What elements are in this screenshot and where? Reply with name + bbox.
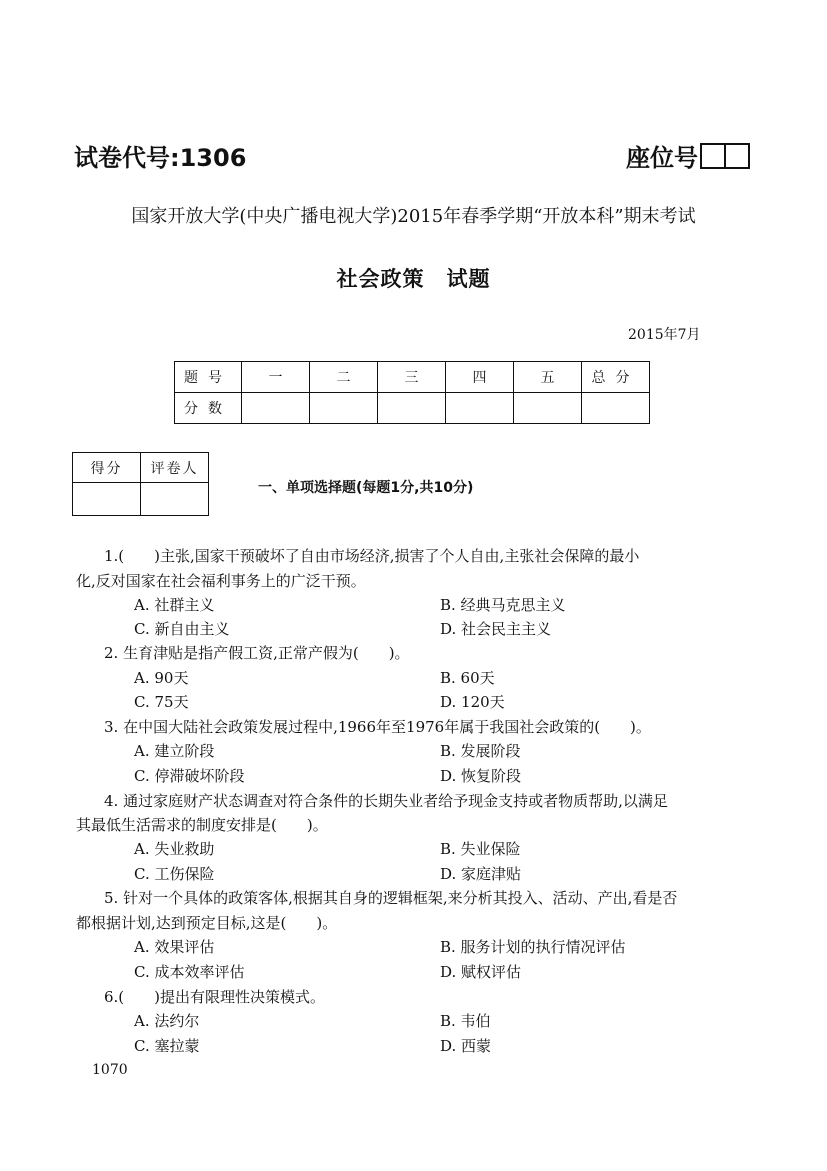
score-table (174, 361, 650, 424)
question-6-text: 6.( )提出有限理性决策模式。 (104, 988, 326, 1006)
section-heading: 一、单项选择题(每题1分,共10分) (258, 480, 474, 496)
grader-table-blank-row (73, 483, 209, 516)
question-1-option-c: C. 新自由主义 (134, 620, 230, 638)
score-table-cell: 二 (310, 362, 378, 393)
grader-blank-cell (73, 483, 141, 516)
question-6-option-d: D. 西蒙 (440, 1037, 492, 1055)
score-blank-cell (446, 393, 514, 424)
question-6-option-a: A. 法约尔 (134, 1012, 200, 1030)
paper-code: 试卷代号:1306 (74, 144, 247, 172)
question-1-option-b: B. 经典马克思主义 (440, 596, 566, 614)
score-table-cell: 三 (378, 362, 446, 393)
grader-table-cell: 得分 (73, 453, 141, 483)
question-4-option-d: D. 家庭津贴 (440, 865, 522, 883)
question-1-text: 1.( )主张,国家干预破坏了自由市场经济,损害了个人自由,主张社会保障的最小 (104, 547, 640, 565)
question-2-option-b: B. 60天 (440, 669, 495, 687)
grader-blank-cell (141, 483, 209, 516)
grader-table-header-row (73, 453, 209, 483)
score-table-cell: 分数 (175, 393, 242, 424)
question-5-option-c: C. 成本效率评估 (134, 963, 245, 981)
question-5-text: 5. 针对一个具体的政策客体,根据其自身的逻辑框架,来分析其投入、活动、产出,看是否 (104, 889, 678, 907)
question-3-option-c: C. 停滞破坏阶段 (134, 767, 245, 785)
question-5-text-cont: 都根据计划,达到预定目标,这是( )。 (76, 914, 338, 932)
question-2-text: 2. 生育津贴是指产假工资,正常产假为( )。 (104, 644, 410, 662)
score-table-cell: 总分 (582, 362, 650, 393)
seat-label: 座位号 (626, 144, 698, 172)
grader-table (72, 452, 209, 516)
score-table-cell: 五 (514, 362, 582, 393)
exam-date: 2015年7月 (628, 327, 701, 343)
question-2-option-c: C. 75天 (134, 693, 189, 711)
question-4-option-a: A. 失业救助 (134, 840, 215, 858)
score-blank-cell (378, 393, 446, 424)
question-1-option-a: A. 社群主义 (134, 596, 215, 614)
question-4-option-c: C. 工伤保险 (134, 865, 215, 883)
page-number: 1070 (92, 1062, 128, 1078)
question-3-option-b: B. 发展阶段 (440, 742, 521, 760)
question-4-text-cont: 其最低生活需求的制度安排是( )。 (76, 816, 328, 834)
question-2-option-a: A. 90天 (134, 669, 189, 687)
question-3-text: 3. 在中国大陆社会政策发展过程中,1966年至1976年属于我国社会政策的( )。 (104, 718, 651, 736)
seat-number-boxes (700, 143, 750, 169)
subject-title: 社会政策 试题 (336, 267, 491, 291)
score-table-cell: 四 (446, 362, 514, 393)
score-blank-cell (242, 393, 310, 424)
score-blank-cell (514, 393, 582, 424)
exam-title: 国家开放大学(中央广播电视大学)2015年春季学期“开放本科”期末考试 (131, 206, 696, 227)
question-4-option-b: B. 失业保险 (440, 840, 521, 858)
score-table-score-row (175, 393, 650, 424)
question-1-option-d: D. 社会民主主义 (440, 620, 552, 638)
question-3-option-a: A. 建立阶段 (134, 742, 215, 760)
question-5-option-b: B. 服务计划的执行情况评估 (440, 938, 626, 956)
score-blank-cell (310, 393, 378, 424)
seat-number (626, 138, 750, 173)
score-table-cell: 题号 (175, 362, 242, 393)
score-table-cell: 一 (242, 362, 310, 393)
question-2-option-d: D. 120天 (440, 693, 505, 711)
question-6-option-c: C. 塞拉蒙 (134, 1037, 200, 1055)
score-blank-cell (582, 393, 650, 424)
question-6-option-b: B. 韦伯 (440, 1012, 491, 1030)
score-table-header-row (175, 362, 650, 393)
question-4-text: 4. 通过家庭财产状态调查对符合条件的长期失业者给予现金支持或者物质帮助,以满足 (104, 792, 668, 810)
question-1-text-cont: 化,反对国家在社会福利事务上的广泛干预。 (76, 572, 366, 590)
question-3-option-d: D. 恢复阶段 (440, 767, 522, 785)
question-5-option-a: A. 效果评估 (134, 938, 215, 956)
question-5-option-d: D. 赋权评估 (440, 963, 522, 981)
grader-table-cell: 评卷人 (141, 453, 209, 483)
